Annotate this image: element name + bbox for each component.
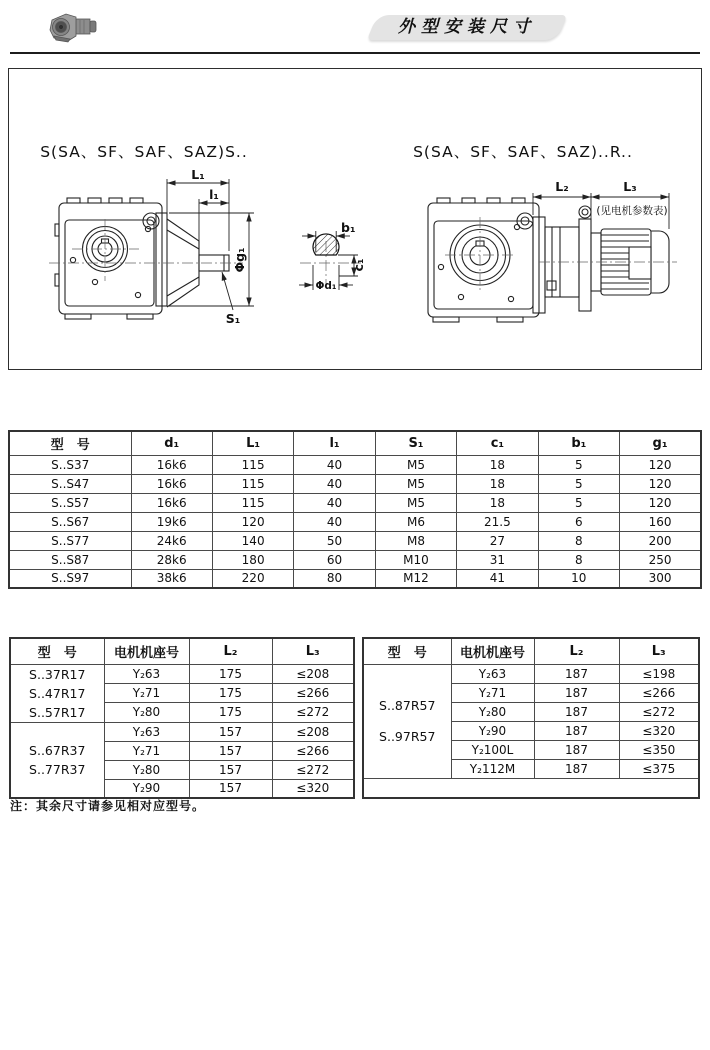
table-cell: Y₂71 — [104, 741, 189, 760]
table-cell: 40 — [294, 512, 375, 531]
model-name: S..97R57 — [379, 729, 436, 744]
table-cell: 157 — [189, 779, 272, 798]
table-cell: Y₂63 — [104, 664, 189, 683]
dimension-drawings-box — [8, 68, 702, 370]
dim-l1-label: l₁ — [209, 187, 219, 202]
dim-L2-label: L₂ — [555, 179, 569, 194]
model-name: S..37R17 — [29, 666, 86, 682]
table-cell: ≤272 — [619, 702, 699, 721]
table-cell: 41 — [457, 569, 538, 588]
motor-table-left-head — [10, 638, 354, 664]
table-cell: 120 — [620, 474, 701, 493]
table-header-row — [10, 638, 354, 664]
model-lines — [364, 697, 451, 745]
table-cell: 220 — [212, 569, 293, 588]
motor-table-right-head — [363, 638, 699, 664]
table-row — [9, 512, 701, 531]
table-cell: ≤272 — [272, 760, 354, 779]
table-cell: 31 — [457, 550, 538, 569]
table-cell: 187 — [534, 759, 619, 778]
model-group-cell — [363, 664, 451, 778]
gearmotor-logo-graphic — [46, 8, 100, 48]
table-cell: 120 — [620, 455, 701, 474]
empty-row — [363, 778, 699, 798]
table-cell: M12 — [375, 569, 456, 588]
table-cell: 40 — [294, 455, 375, 474]
table-cell: 187 — [534, 721, 619, 740]
table-cell: 16k6 — [131, 455, 212, 474]
table-cell: 157 — [189, 741, 272, 760]
table-cell: 19k6 — [131, 512, 212, 531]
column-header: L₂ — [189, 638, 272, 664]
table-cell: 157 — [189, 722, 272, 741]
model-cell: S..S37 — [9, 455, 131, 474]
table-cell: 40 — [294, 493, 375, 512]
column-header: c₁ — [457, 431, 538, 455]
table-cell: 24k6 — [131, 531, 212, 550]
motor-table-right-body — [363, 664, 699, 798]
table-row — [10, 664, 354, 683]
table-cell: 160 — [620, 512, 701, 531]
model-name: S..77R37 — [29, 761, 86, 777]
table-cell: Y₂63 — [104, 722, 189, 741]
table-cell: ≤375 — [619, 759, 699, 778]
table-cell: 8 — [538, 550, 619, 569]
table-cell: ≤320 — [619, 721, 699, 740]
table-cell: ≤208 — [272, 722, 354, 741]
column-header: 型 号 — [363, 638, 451, 664]
table-cell: 28k6 — [131, 550, 212, 569]
table-cell: 38k6 — [131, 569, 212, 588]
model-lines — [11, 665, 104, 722]
table-cell: 115 — [212, 455, 293, 474]
dim-S1-label: S₁ — [225, 311, 241, 326]
table-cell: ≤350 — [619, 740, 699, 759]
column-header: 型 号 — [9, 431, 131, 455]
dim-L1-label: L₁ — [191, 167, 205, 182]
table-row — [9, 493, 701, 512]
column-header: S₁ — [375, 431, 456, 455]
page-title: 外型安装尺寸 — [398, 17, 536, 37]
empty-cell — [363, 778, 699, 798]
table-cell: 180 — [212, 550, 293, 569]
table-row — [363, 664, 699, 683]
column-header: 型 号 — [10, 638, 104, 664]
table-cell: 60 — [294, 550, 375, 569]
model-lines — [11, 741, 104, 779]
table-row — [9, 531, 701, 550]
motor-combination-table-right — [362, 637, 700, 799]
motor-parameter-note: (见电机参数表) — [596, 205, 668, 217]
figure-right-title: S(SA、SF、SAF、SAZ)..R.. — [413, 143, 633, 161]
table-cell: M6 — [375, 512, 456, 531]
column-header: L₃ — [619, 638, 699, 664]
table-cell: Y₂80 — [104, 703, 189, 722]
table-cell: 40 — [294, 474, 375, 493]
model-name: S..87R57 — [379, 698, 436, 713]
shaft-dimensions-table-body — [9, 455, 701, 588]
table-row — [9, 550, 701, 569]
table-cell: 157 — [189, 760, 272, 779]
column-header: b₁ — [538, 431, 619, 455]
motor-combination-table-left — [9, 637, 355, 799]
table-cell: 140 — [212, 531, 293, 550]
table-cell: 27 — [457, 531, 538, 550]
column-header: l₁ — [294, 431, 375, 455]
dimension-drawings — [9, 69, 701, 369]
footnote: 注：其余尺寸请参见相对应型号。 — [10, 799, 206, 813]
table-cell: 10 — [538, 569, 619, 588]
model-name: S..47R17 — [29, 685, 86, 701]
table-cell: 120 — [620, 493, 701, 512]
dim-c1-label: c₁ — [351, 258, 366, 272]
table-cell: 80 — [294, 569, 375, 588]
table-cell: 175 — [189, 683, 272, 702]
table-cell: 21.5 — [457, 512, 538, 531]
shaft-dimensions-table — [8, 430, 702, 589]
column-header: d₁ — [131, 431, 212, 455]
table-cell: 115 — [212, 474, 293, 493]
table-cell: 120 — [212, 512, 293, 531]
table-cell: M5 — [375, 455, 456, 474]
column-header: g₁ — [620, 431, 701, 455]
table-cell: ≤266 — [272, 741, 354, 760]
gearmotor-logo-image — [46, 8, 100, 52]
table-cell: 18 — [457, 455, 538, 474]
table-cell: 187 — [534, 664, 619, 683]
header-rule — [10, 52, 700, 54]
model-cell: S..S57 — [9, 493, 131, 512]
table-cell: Y₂100L — [451, 740, 534, 759]
shaft-cross-section — [313, 234, 339, 255]
table-cell: Y₂90 — [451, 721, 534, 740]
table-cell: Y₂112M — [451, 759, 534, 778]
table-row — [9, 455, 701, 474]
table-cell: 300 — [620, 569, 701, 588]
model-cell: S..S67 — [9, 512, 131, 531]
table-cell: 175 — [189, 664, 272, 683]
table-cell: ≤272 — [272, 703, 354, 722]
table-cell: ≤208 — [272, 664, 354, 683]
table-row — [9, 569, 701, 588]
column-header: L₃ — [272, 638, 354, 664]
table-cell: 187 — [534, 683, 619, 702]
page-title-banner — [367, 15, 567, 40]
left-gearbox-drawing — [55, 198, 229, 319]
table-cell: Y₂71 — [104, 683, 189, 702]
table-cell: 115 — [212, 493, 293, 512]
model-cell: S..S47 — [9, 474, 131, 493]
dim-L3-label: L₃ — [623, 179, 637, 194]
table-cell: 18 — [457, 474, 538, 493]
table-cell: 5 — [538, 493, 619, 512]
model-name: S..67R37 — [29, 742, 86, 758]
column-header: 电机机座号 — [451, 638, 534, 664]
table-cell: Y₂71 — [451, 683, 534, 702]
column-header: L₂ — [534, 638, 619, 664]
table-cell: 6 — [538, 512, 619, 531]
table-cell: 18 — [457, 493, 538, 512]
column-header: L₁ — [212, 431, 293, 455]
table-cell: ≤320 — [272, 779, 354, 798]
table-cell: 187 — [534, 702, 619, 721]
table-cell: M10 — [375, 550, 456, 569]
model-cell: S..S77 — [9, 531, 131, 550]
motor-table-left-body — [10, 664, 354, 798]
table-header-row — [9, 431, 701, 455]
table-cell: ≤198 — [619, 664, 699, 683]
table-cell: 250 — [620, 550, 701, 569]
model-group-cell — [10, 664, 104, 722]
table-cell: 8 — [538, 531, 619, 550]
table-header-row — [363, 638, 699, 664]
table-cell: 16k6 — [131, 474, 212, 493]
figure-left-title: S(SA、SF、SAF、SAZ)S.. — [40, 143, 248, 161]
table-cell: 175 — [189, 703, 272, 722]
dim-d1-label: Φd₁ — [315, 280, 337, 292]
model-cell: S..S97 — [9, 569, 131, 588]
model-cell: S..S87 — [9, 550, 131, 569]
table-cell: 200 — [620, 531, 701, 550]
model-group-cell — [10, 722, 104, 798]
table-cell: M5 — [375, 474, 456, 493]
dim-b1-label: b₁ — [341, 220, 356, 235]
table-cell: 50 — [294, 531, 375, 550]
table-cell: Y₂90 — [104, 779, 189, 798]
table-cell: M5 — [375, 493, 456, 512]
table-cell: Y₂80 — [451, 702, 534, 721]
shaft-dimensions-table-head — [9, 431, 701, 455]
dim-g1-label: Φg₁ — [232, 247, 247, 273]
table-cell: 5 — [538, 455, 619, 474]
table-cell: 16k6 — [131, 493, 212, 512]
table-row — [9, 474, 701, 493]
column-header: 电机机座号 — [104, 638, 189, 664]
model-name: S..57R17 — [29, 704, 86, 720]
table-cell: 5 — [538, 474, 619, 493]
table-row — [10, 722, 354, 741]
table-cell: Y₂63 — [451, 664, 534, 683]
table-cell: ≤266 — [619, 683, 699, 702]
table-cell: Y₂80 — [104, 760, 189, 779]
table-cell: 187 — [534, 740, 619, 759]
table-cell: M8 — [375, 531, 456, 550]
table-cell: ≤266 — [272, 683, 354, 702]
